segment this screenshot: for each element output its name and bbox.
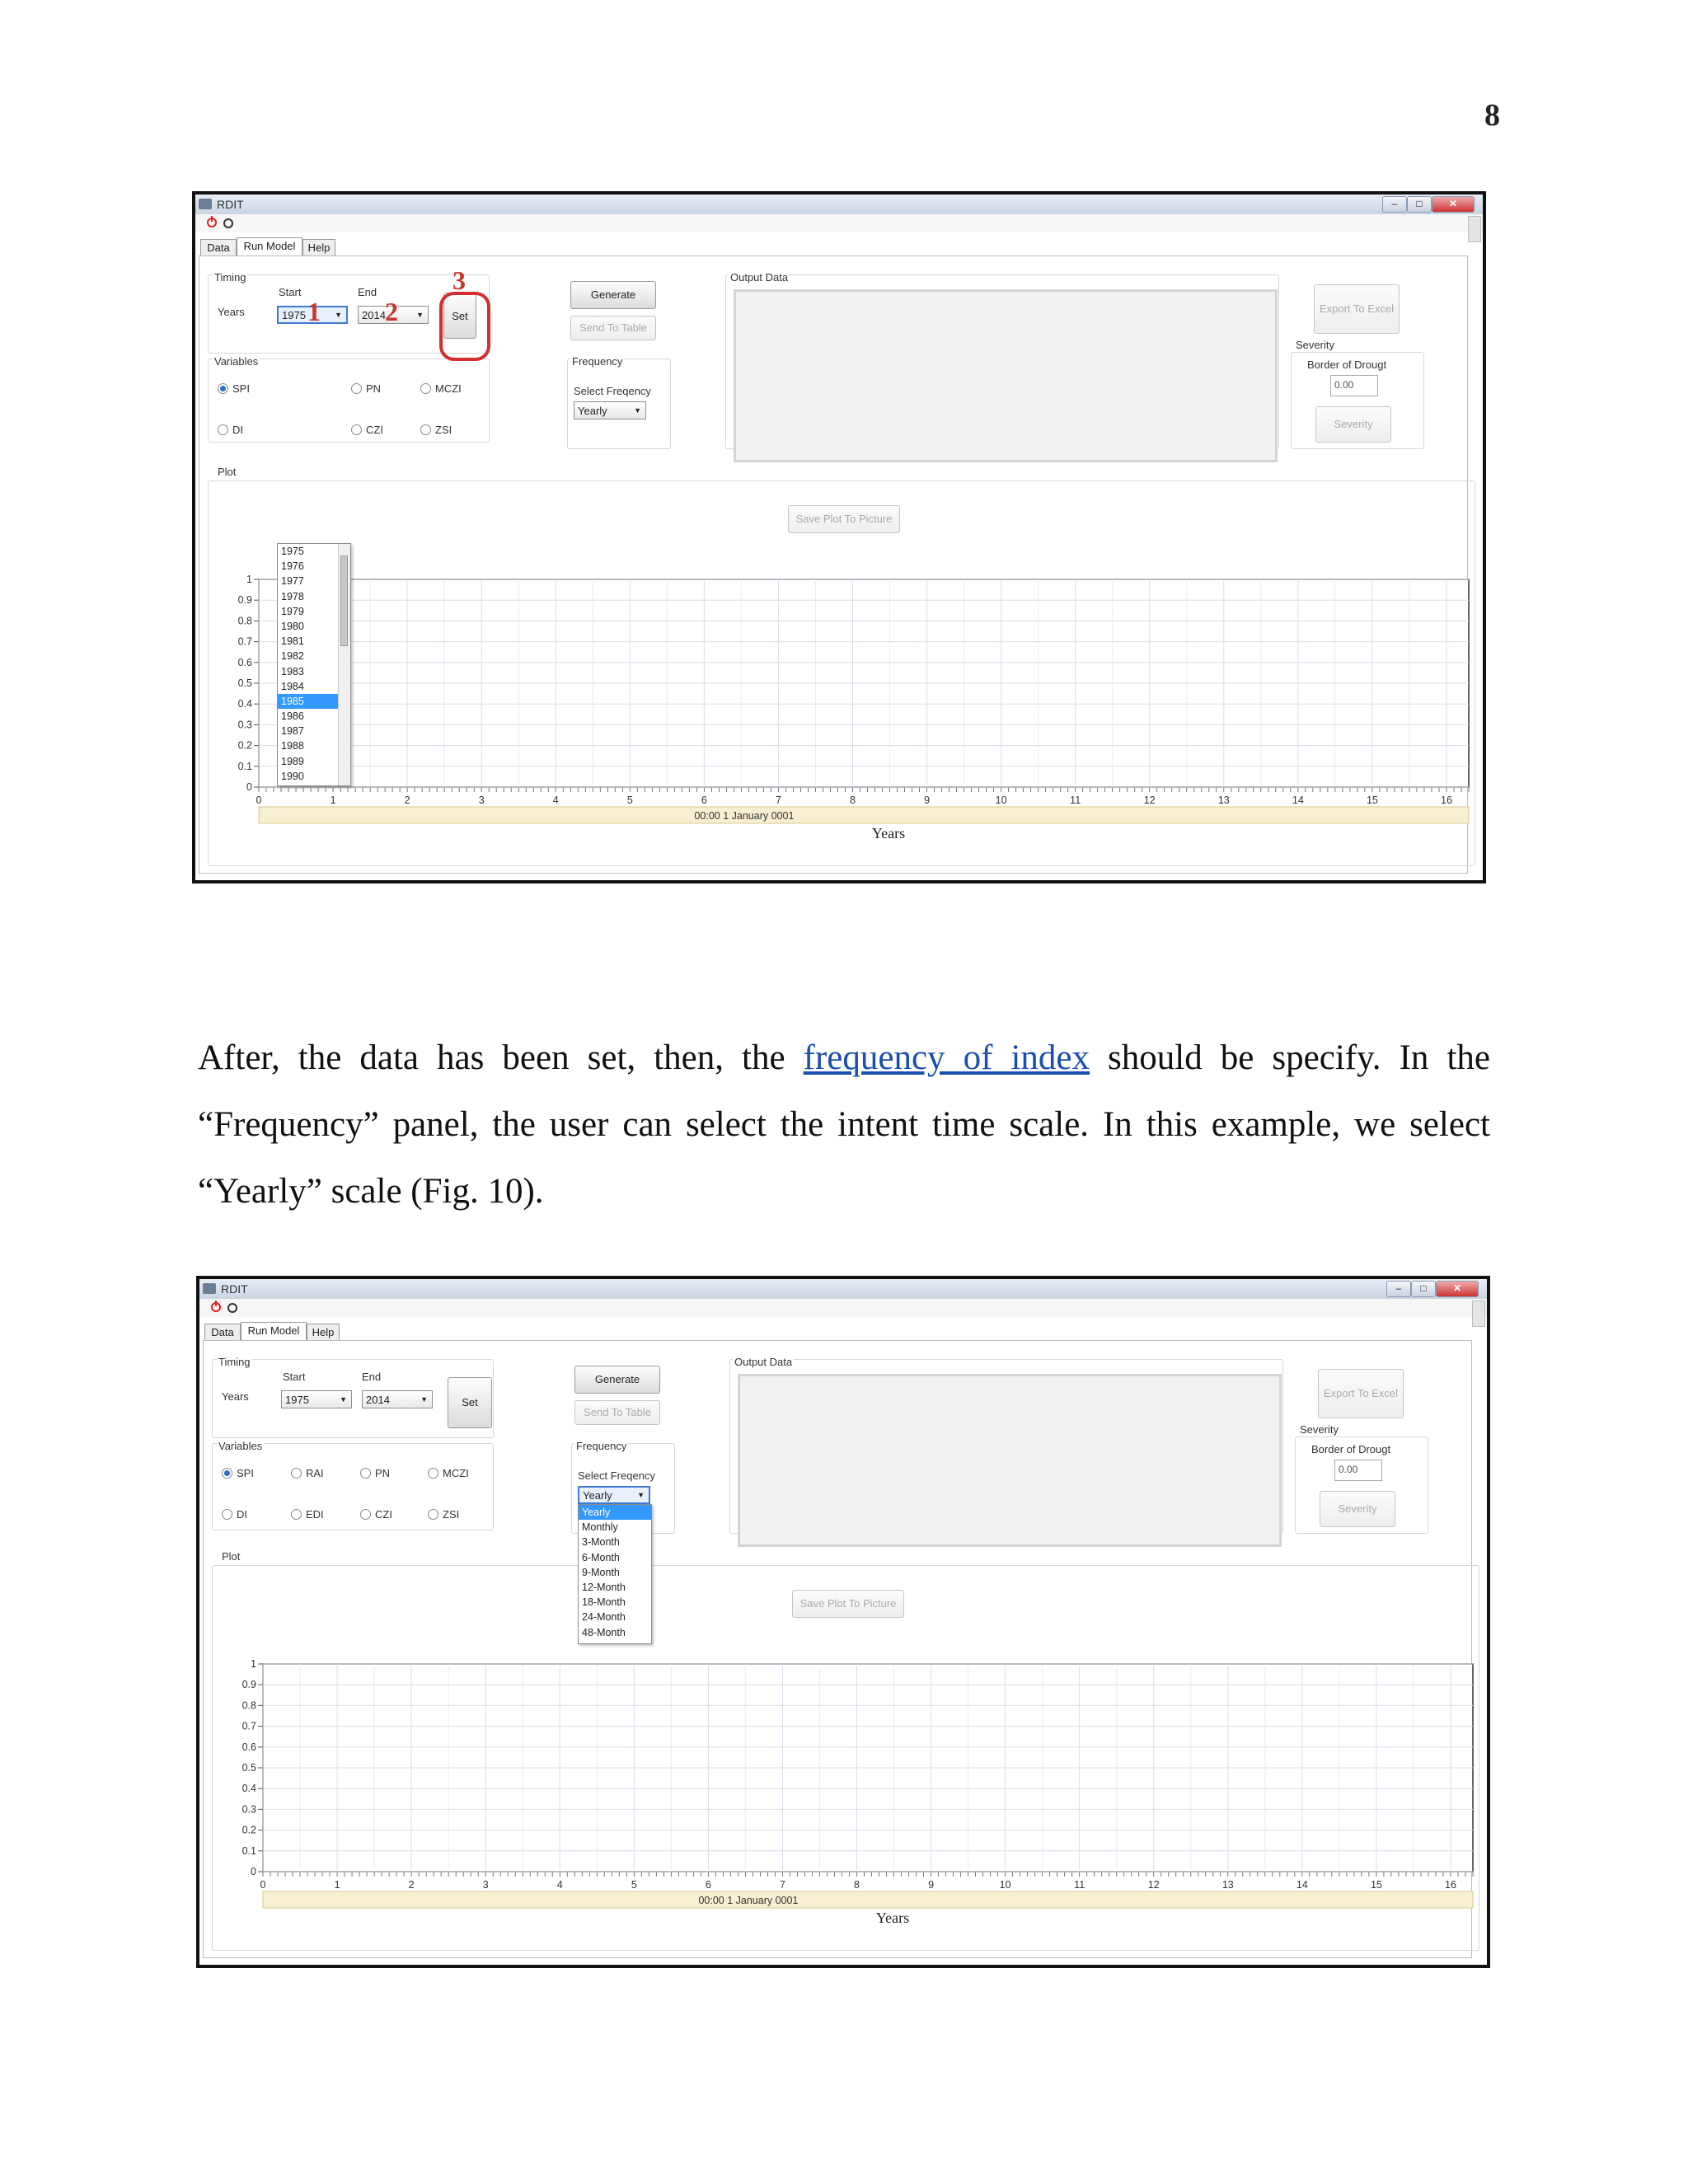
frequency-label: Frequency (576, 1440, 627, 1452)
tab-run-model[interactable]: Run Model (241, 1322, 307, 1340)
save-plot-button[interactable]: Save Plot To Picture (788, 505, 900, 533)
x-tick-label: 8 (854, 1879, 860, 1891)
chevron-down-icon: ▼ (420, 1395, 428, 1404)
timing-label: Timing (214, 271, 246, 284)
date-banner (263, 1891, 1473, 1908)
frequency-dropdown-list[interactable] (578, 1504, 652, 1644)
year-option[interactable]: 1977 (281, 575, 304, 588)
severity-group-label: Severity (1300, 1423, 1339, 1436)
scroll-thumb[interactable] (340, 555, 348, 646)
date-banner-text: 00:00 1 January 0001 (694, 810, 795, 822)
output-data-label: Output Data (734, 1356, 793, 1368)
tab-data[interactable]: Data (204, 1324, 241, 1340)
frequency-of-index-link[interactable]: frequency of index (803, 1038, 1090, 1077)
y-tick-label: 0 (246, 781, 252, 793)
y-tick-label: 1 (246, 574, 252, 585)
end-label: End (362, 1371, 382, 1383)
chevron-down-icon: ▼ (637, 1491, 645, 1499)
severity-button[interactable]: Severity (1320, 1491, 1395, 1527)
frequency-option[interactable]: Monthly (582, 1521, 618, 1534)
start-year-value: 1975 (282, 309, 306, 321)
chevron-down-icon: ▼ (335, 311, 342, 319)
y-tick-label: 0.3 (237, 719, 252, 731)
generate-button[interactable]: Generate (570, 281, 656, 309)
send-to-table-button[interactable]: Send To Table (574, 1400, 660, 1425)
x-tick-label: 0 (260, 1879, 266, 1891)
x-tick-label: 1 (330, 794, 336, 806)
severity-group-label: Severity (1296, 339, 1334, 351)
maximize-button[interactable]: □ (1411, 1281, 1436, 1297)
run-model-panel (199, 255, 1468, 874)
frequency-option[interactable]: 24-Month (582, 1611, 626, 1624)
figure-2-screenshot (196, 1276, 1490, 1968)
zsi-label: ZSI (435, 424, 452, 436)
x-tick-label: 4 (552, 794, 559, 806)
set-button[interactable]: Set (448, 1377, 492, 1428)
set-button[interactable]: Set (443, 293, 476, 339)
quick-toolbar (199, 1299, 1487, 1317)
x-tick-label: 8 (850, 794, 856, 806)
y-tick-label: 0.7 (241, 1720, 256, 1732)
years-label: Years (222, 1390, 249, 1403)
frequency-value: Yearly (578, 405, 607, 417)
x-tick-label: 16 (1441, 794, 1452, 806)
x-tick-label: 13 (1217, 794, 1230, 806)
y-tick-label: 0.6 (237, 656, 252, 668)
y-tick-label: 0.1 (241, 1844, 256, 1857)
page-number: 8 (1484, 98, 1500, 133)
year-option[interactable]: 1983 (281, 665, 304, 677)
window-controls (1386, 1281, 1479, 1296)
x-tick-label: 4 (556, 1879, 563, 1891)
x-tick-label: 5 (631, 1879, 637, 1891)
frequency-option[interactable]: 9-Month (582, 1566, 620, 1578)
app-title: RDIT (217, 198, 244, 211)
year-dropdown-list[interactable] (277, 543, 351, 786)
stop-icon[interactable] (223, 218, 233, 228)
y-tick-label: 0.4 (237, 698, 252, 710)
paragraph-text-start: After, the data has been set, then, the (198, 1038, 804, 1077)
pn-label: PN (366, 382, 382, 395)
x-axis-label: Years (875, 1910, 910, 1926)
year-option[interactable]: 1984 (281, 680, 304, 692)
chevron-down-icon: ▼ (416, 311, 424, 319)
y-tick-label: 0.9 (237, 594, 252, 607)
quick-toolbar (195, 214, 1483, 232)
year-option[interactable]: 1981 (281, 635, 304, 648)
close-button[interactable]: ✕ (1432, 196, 1475, 213)
y-tick-label: 0.3 (241, 1803, 256, 1816)
date-banner (259, 807, 1469, 823)
callout-1: 1 (307, 297, 321, 326)
title-bar (199, 1279, 1487, 1300)
variables-label: Variables (214, 355, 259, 368)
y-tick-label: 1 (251, 1658, 256, 1670)
y-tick-label: 0.2 (241, 1824, 256, 1836)
rai-label: RAI (306, 1467, 324, 1479)
end-year-value: 2014 (366, 1394, 390, 1406)
x-tick-label: 12 (1147, 1879, 1160, 1891)
dropdown-scrollbar[interactable] (338, 544, 350, 785)
y-tick-label: 0.8 (241, 1699, 256, 1712)
y-tick-label: 0.5 (241, 1762, 256, 1774)
severity-button[interactable]: Severity (1315, 406, 1391, 443)
x-tick-label: 3 (482, 1879, 489, 1891)
year-option[interactable]: 1976 (281, 560, 304, 573)
frequency-option[interactable]: 18-Month (582, 1596, 626, 1609)
plot-chart (199, 256, 1475, 874)
x-tick-label: 1 (334, 1879, 340, 1891)
frequency-option[interactable]: 6-Month (582, 1551, 620, 1563)
zsi-label: ZSI (443, 1508, 460, 1521)
tab-help[interactable]: Help (302, 239, 335, 255)
years-label: Years (218, 306, 245, 318)
x-tick-label: 7 (775, 794, 781, 806)
x-tick-label: 13 (1221, 1879, 1234, 1891)
x-tick-label: 2 (408, 1879, 415, 1891)
year-option[interactable]: 1982 (281, 650, 304, 663)
frequency-option[interactable]: Yearly (579, 1505, 651, 1520)
variables-label: Variables (218, 1440, 263, 1452)
x-tick-label: 14 (1292, 794, 1304, 806)
x-tick-label: 16 (1445, 1879, 1456, 1891)
year-option[interactable]: 1989 (281, 755, 304, 767)
plot-label: Plot (222, 1550, 241, 1563)
generate-button[interactable]: Generate (574, 1366, 660, 1394)
minimize-button[interactable]: – (1386, 1281, 1411, 1297)
frequency-option[interactable]: 48-Month (582, 1626, 626, 1638)
x-tick-label: 0 (256, 794, 262, 806)
date-banner-text: 00:00 1 January 0001 (698, 1895, 799, 1906)
select-frequency-label: Select Freqency (574, 385, 651, 397)
pn-label: PN (375, 1467, 391, 1479)
border-label: Border of Drougt (1307, 359, 1387, 371)
save-plot-button[interactable]: Save Plot To Picture (792, 1590, 904, 1618)
app-title: RDIT (221, 1282, 248, 1296)
y-tick-label: 0.2 (237, 739, 252, 752)
year-option[interactable]: 1979 (281, 605, 304, 617)
maximize-button[interactable]: □ (1407, 196, 1432, 213)
start-year-value: 1975 (285, 1394, 309, 1406)
mczi-label: MCZI (443, 1467, 469, 1479)
x-tick-label: 9 (928, 1879, 935, 1891)
year-option[interactable]: 1985 (278, 694, 350, 709)
x-tick-label: 9 (924, 794, 931, 806)
y-tick-label: 0.1 (237, 760, 252, 772)
scrollbar[interactable] (1468, 216, 1481, 242)
y-tick-label: 0 (251, 1866, 256, 1877)
year-option[interactable]: 1987 (281, 725, 304, 738)
send-to-table-button[interactable]: Send To Table (570, 316, 656, 340)
x-axis-label: Years (871, 825, 906, 841)
frequency-option[interactable]: 12-Month (582, 1581, 626, 1593)
y-tick-label: 0.9 (241, 1679, 256, 1691)
figure-1-screenshot (192, 191, 1486, 883)
frequency-value: Yearly (583, 1489, 612, 1502)
plot-chart (204, 1341, 1479, 1959)
window-controls (1382, 196, 1475, 211)
y-tick-label: 0.4 (241, 1783, 256, 1795)
minimize-button[interactable]: – (1382, 196, 1407, 213)
spi-label: SPI (237, 1467, 254, 1479)
border-input[interactable]: 0.00 (1330, 375, 1378, 396)
edi-label: EDI (306, 1508, 324, 1521)
border-input[interactable]: 0.00 (1334, 1460, 1382, 1481)
tab-data[interactable]: Data (200, 239, 237, 255)
spi-label: SPI (232, 382, 250, 395)
y-tick-label: 0.7 (237, 635, 252, 648)
year-option[interactable]: 1978 (281, 590, 304, 602)
select-frequency-label: Select Freqency (578, 1469, 655, 1482)
year-option[interactable]: 1990 (281, 770, 304, 782)
chevron-down-icon: ▼ (634, 406, 641, 415)
x-tick-label: 11 (1070, 794, 1081, 806)
x-tick-label: 15 (1366, 794, 1378, 806)
app-icon (199, 199, 212, 209)
export-excel-button[interactable]: Export To Excel (1318, 1369, 1404, 1418)
x-tick-label: 7 (779, 1879, 785, 1891)
year-option[interactable]: 1980 (281, 620, 304, 632)
end-year-value: 2014 (362, 309, 386, 321)
x-tick-label: 11 (1074, 1879, 1085, 1891)
app-icon (203, 1283, 216, 1294)
power-icon[interactable] (207, 218, 217, 227)
plot-label: Plot (218, 466, 237, 478)
close-button[interactable]: ✕ (1436, 1281, 1479, 1297)
run-model-panel (203, 1340, 1472, 1958)
title-bar (195, 194, 1483, 215)
x-tick-label: 6 (701, 794, 707, 806)
paragraph-text-end: should be specify. In the “Frequency” panel, the user can select the intent time scale. In this example, we select “Yearly” scale (Fig. 10). (198, 1038, 1491, 1211)
frequency-option[interactable]: 3-Month (582, 1536, 620, 1549)
scrollbar[interactable] (1472, 1301, 1485, 1327)
x-tick-label: 6 (705, 1879, 711, 1891)
year-option[interactable]: 1986 (281, 710, 304, 723)
y-tick-label: 0.6 (241, 1741, 256, 1753)
start-label: Start (283, 1371, 306, 1383)
x-tick-label: 3 (478, 794, 485, 806)
tab-help[interactable]: Help (307, 1324, 340, 1340)
callout-3: 3 (452, 265, 466, 295)
body-paragraph (198, 1024, 1490, 1225)
year-option[interactable]: 1988 (281, 740, 304, 752)
end-label: End (358, 286, 377, 298)
czi-label: CZI (375, 1508, 392, 1521)
export-excel-button[interactable]: Export To Excel (1314, 284, 1400, 334)
x-tick-label: 15 (1370, 1879, 1382, 1891)
x-tick-label: 5 (626, 794, 633, 806)
frequency-option-list (579, 1505, 651, 1640)
start-label: Start (279, 286, 302, 298)
x-tick-label: 10 (995, 794, 1007, 806)
di-label: DI (232, 424, 243, 436)
output-data-label: Output Data (730, 271, 789, 284)
di-label: DI (237, 1508, 247, 1521)
x-tick-label: 10 (999, 1879, 1011, 1891)
set-highlight-ring (439, 292, 490, 361)
callout-2: 2 (385, 297, 398, 326)
x-tick-label: 12 (1143, 794, 1156, 806)
power-icon[interactable] (211, 1302, 221, 1312)
x-tick-label: 14 (1296, 1879, 1308, 1891)
border-label: Border of Drougt (1311, 1443, 1391, 1455)
timing-label: Timing (218, 1356, 251, 1368)
chevron-down-icon: ▼ (340, 1395, 347, 1404)
mczi-label: MCZI (435, 382, 462, 395)
x-tick-label: 2 (404, 794, 410, 806)
frequency-label: Frequency (572, 355, 623, 368)
stop-icon[interactable] (227, 1303, 237, 1313)
tab-run-model[interactable]: Run Model (237, 237, 302, 255)
czi-label: CZI (366, 424, 383, 436)
year-option[interactable]: 1975 (281, 546, 304, 557)
y-tick-label: 0.8 (237, 615, 252, 627)
y-tick-label: 0.5 (237, 677, 252, 689)
